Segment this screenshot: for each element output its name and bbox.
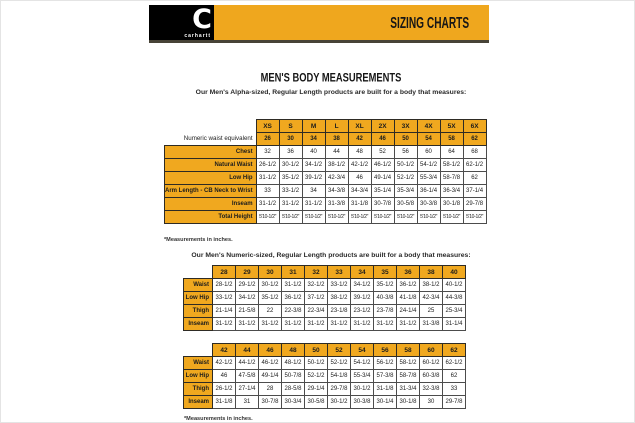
size-header-cell: 28: [213, 266, 236, 279]
measurement-cell: 36: [279, 146, 302, 159]
size-header-cell: 38: [420, 266, 443, 279]
measurement-cell: 50-1/2: [394, 159, 417, 172]
measurement-cell: 34-1/2: [236, 292, 259, 305]
measurement-cell: 47-5/8: [236, 370, 259, 383]
measurement-cell: 5'10-1/2": [463, 211, 486, 224]
measurement-cell: 62: [463, 133, 486, 146]
row-label: Thigh: [184, 305, 213, 318]
measurement-cell: 33-1/2: [279, 185, 302, 198]
measurement-cell: 62-1/2: [443, 357, 466, 370]
size-header-cell: M: [302, 120, 325, 133]
measurement-cell: 30-7/8: [259, 396, 282, 409]
row-label: Waist: [184, 357, 213, 370]
carhartt-wordmark: carhartt: [184, 33, 211, 39]
measurement-cell: 37-1/2: [305, 292, 328, 305]
measurement-cell: 33: [256, 185, 279, 198]
measurement-cell: 42-3/4: [325, 172, 348, 185]
row-label: Low Hip: [165, 172, 257, 185]
measurement-cell: 56-1/2: [374, 357, 397, 370]
measurement-cell: 62-1/2: [463, 159, 486, 172]
carhartt-logo: [149, 5, 214, 40]
measurement-cell: 54-1/2: [417, 159, 440, 172]
measurement-cell: 30-3/8: [417, 198, 440, 211]
measurement-cell: 35-1/2: [279, 172, 302, 185]
measurement-cell: 44: [325, 146, 348, 159]
measurement-cell: 64: [440, 146, 463, 159]
measurement-cell: 62: [443, 370, 466, 383]
measurement-cell: 33: [443, 383, 466, 396]
measurement-cell: 60-3/8: [420, 370, 443, 383]
size-header-cell: 6X: [463, 120, 486, 133]
measurement-cell: 34: [302, 133, 325, 146]
measurement-cell: 31-1/4: [443, 318, 466, 331]
measurement-cell: 31-3/4: [397, 383, 420, 396]
measurement-cell: 5'10-1/2": [371, 211, 394, 224]
measurement-cell: 58-1/2: [440, 159, 463, 172]
size-header-cell: 29: [236, 266, 259, 279]
measurement-cell: 5'10-1/2": [440, 211, 463, 224]
measurement-cell: 33-1/2: [328, 279, 351, 292]
measurement-cell: 38-1/2: [328, 292, 351, 305]
size-header-cell: 40: [443, 266, 466, 279]
measurement-cell: 5'10-1/2": [279, 211, 302, 224]
measurement-cell: 40-3/8: [374, 292, 397, 305]
row-label: Arm Length - CB Neck to Wrist: [165, 185, 257, 198]
measurement-cell: 36-1/2: [282, 292, 305, 305]
measurement-cell: 60: [417, 146, 440, 159]
measurement-cell: 23-1/8: [328, 305, 351, 318]
table-corner: [184, 266, 213, 279]
measurement-cell: 31-1/2: [282, 279, 305, 292]
measurement-cell: 33-1/2: [213, 292, 236, 305]
measurement-cell: 42-3/4: [420, 292, 443, 305]
measurement-cell: 21-5/8: [236, 305, 259, 318]
measurement-cell: 52-1/2: [328, 357, 351, 370]
measurement-cell: 23-7/8: [374, 305, 397, 318]
measurement-cell: 31-1/2: [397, 318, 420, 331]
measurement-cell: 30: [420, 396, 443, 409]
measurement-cell: 58: [440, 133, 463, 146]
measurement-cell: 49-1/4: [259, 370, 282, 383]
size-header-cell: 4X: [417, 120, 440, 133]
measurement-cell: 5'10-1/2": [256, 211, 279, 224]
measurement-cell: 52: [371, 146, 394, 159]
measurement-cell: 31-1/2: [302, 198, 325, 211]
measurement-cell: 30-1/2: [279, 159, 302, 172]
measurement-cell: 5'10-1/2": [302, 211, 325, 224]
measurement-cell: 30-1/2: [328, 396, 351, 409]
measurement-cell: 49-1/4: [371, 172, 394, 185]
size-header-cell: 60: [420, 344, 443, 357]
measurement-cell: 26-1/2: [213, 383, 236, 396]
size-header-cell: 33: [328, 266, 351, 279]
measurement-cell: 22-3/4: [305, 305, 328, 318]
measurement-cell: 29-1/2: [236, 279, 259, 292]
row-label: Chest: [165, 146, 257, 159]
table-corner: [184, 344, 213, 357]
measurement-cell: 31-1/2: [328, 318, 351, 331]
measurement-cell: 27-1/4: [236, 383, 259, 396]
row-label: Numeric waist equivalent: [165, 133, 257, 146]
measurement-cell: 30-5/8: [305, 396, 328, 409]
measurement-cell: 31-1/2: [305, 318, 328, 331]
measurement-cell: 42-1/2: [213, 357, 236, 370]
size-header-cell: 2X: [371, 120, 394, 133]
measurement-cell: 48: [348, 146, 371, 159]
measurement-cell: 26: [256, 133, 279, 146]
measurement-cell: 30: [279, 133, 302, 146]
row-label: Waist: [184, 279, 213, 292]
measurement-cell: 5'10-1/2": [348, 211, 371, 224]
measurement-cell: 28-5/8: [282, 383, 305, 396]
measurement-cell: 21-1/4: [213, 305, 236, 318]
measurement-cell: 30-3/8: [351, 396, 374, 409]
measurement-cell: 56: [394, 146, 417, 159]
measurement-cell: 34-3/4: [348, 185, 371, 198]
measurement-cell: 31-3/8: [325, 198, 348, 211]
measurement-cell: 24-1/4: [397, 305, 420, 318]
measurement-cell: 42-1/2: [348, 159, 371, 172]
measurement-cell: 37-1/4: [463, 185, 486, 198]
size-header-cell: 62: [443, 344, 466, 357]
section-title: MEN'S BODY MEASUREMENTS: [260, 71, 402, 85]
measurement-cell: 44-1/2: [236, 357, 259, 370]
measurement-cell: 30-5/8: [394, 198, 417, 211]
measurement-cell: 52-1/2: [305, 370, 328, 383]
measurement-cell: 36-3/4: [440, 185, 463, 198]
measurement-cell: 32: [256, 146, 279, 159]
size-header-cell: 48: [282, 344, 305, 357]
carhartt-c-icon: C: [192, 4, 212, 35]
measurements-footnote: *Measurements in inches.: [184, 416, 253, 422]
measurement-cell: 50-1/2: [305, 357, 328, 370]
measurement-cell: 35-1/2: [374, 279, 397, 292]
header-banner: [214, 5, 489, 40]
measurement-cell: 30-1/2: [351, 383, 374, 396]
measurement-cell: 31-1/8: [213, 396, 236, 409]
measurement-cell: 50-7/8: [282, 370, 305, 383]
measurement-cell: 38: [325, 133, 348, 146]
measurement-cell: 55-3/4: [351, 370, 374, 383]
table-corner: [165, 120, 257, 133]
measurement-cell: 58-7/8: [440, 172, 463, 185]
row-label: Inseam: [165, 198, 257, 211]
measurement-cell: 34-1/2: [351, 279, 374, 292]
size-header-cell: L: [325, 120, 348, 133]
measurement-cell: 31-1/2: [374, 318, 397, 331]
measurement-cell: 30-1/2: [259, 279, 282, 292]
measurement-cell: 5'10-1/2": [417, 211, 440, 224]
numeric-size-table-large: [183, 343, 466, 409]
header-title: SIZING CHARTS: [390, 13, 469, 32]
measurement-cell: 52-1/2: [394, 172, 417, 185]
measurement-cell: 29-7/8: [463, 198, 486, 211]
size-header-cell: 31: [282, 266, 305, 279]
row-label: Thigh: [184, 383, 213, 396]
measurement-cell: 30-1/4: [374, 396, 397, 409]
measurement-cell: 35-1/2: [259, 292, 282, 305]
size-header-cell: 56: [374, 344, 397, 357]
measurement-cell: 62: [463, 172, 486, 185]
measurement-cell: 32-3/8: [420, 383, 443, 396]
measurement-cell: 26-1/2: [256, 159, 279, 172]
measurement-cell: 30-3/4: [282, 396, 305, 409]
measurement-cell: 58-1/2: [397, 357, 420, 370]
size-header-cell: XL: [348, 120, 371, 133]
measurement-cell: 46: [213, 370, 236, 383]
size-header-cell: 54: [351, 344, 374, 357]
row-label: Low Hip: [184, 292, 213, 305]
measurement-cell: 31-1/2: [213, 318, 236, 331]
measurement-cell: 22-3/8: [282, 305, 305, 318]
measurement-cell: 55-3/4: [417, 172, 440, 185]
measurement-cell: 5'10-1/2": [325, 211, 348, 224]
numeric-size-table-small: [183, 265, 466, 331]
measurement-cell: 44-3/8: [443, 292, 466, 305]
measurement-cell: 29-1/4: [305, 383, 328, 396]
measurement-cell: 31-1/2: [256, 198, 279, 211]
row-label: Low Hip: [184, 370, 213, 383]
measurement-cell: 23-1/2: [351, 305, 374, 318]
measurement-cell: 34-3/8: [325, 185, 348, 198]
measurement-cell: 31-1/2: [256, 172, 279, 185]
measurement-cell: 36-1/4: [417, 185, 440, 198]
size-header-cell: XS: [256, 120, 279, 133]
row-label: Total Height: [165, 211, 257, 224]
measurement-cell: 31-1/8: [348, 198, 371, 211]
size-header-cell: 3X: [394, 120, 417, 133]
measurement-cell: 68: [463, 146, 486, 159]
measurement-cell: 39-1/2: [302, 172, 325, 185]
measurement-cell: 28-1/2: [213, 279, 236, 292]
measurement-cell: 46-1/2: [259, 357, 282, 370]
measurement-cell: 25: [420, 305, 443, 318]
measurement-cell: 48-1/2: [282, 357, 305, 370]
measurement-cell: 35-3/4: [394, 185, 417, 198]
row-label: Inseam: [184, 318, 213, 331]
measurement-cell: 31-1/2: [351, 318, 374, 331]
measurement-cell: 29-7/8: [443, 396, 466, 409]
measurement-cell: 34-1/2: [302, 159, 325, 172]
measurement-cell: 31-3/8: [420, 318, 443, 331]
row-label: Natural Waist: [165, 159, 257, 172]
measurement-cell: 31-1/2: [279, 198, 302, 211]
measurement-cell: 58-7/8: [397, 370, 420, 383]
size-header-cell: 46: [259, 344, 282, 357]
measurement-cell: 40-1/2: [443, 279, 466, 292]
measurement-cell: 31-1/2: [259, 318, 282, 331]
alpha-size-table: [164, 119, 487, 224]
measurement-cell: 39-1/2: [351, 292, 374, 305]
measurement-cell: 41-1/8: [397, 292, 420, 305]
measurement-cell: 40: [302, 146, 325, 159]
measurement-cell: 42: [348, 133, 371, 146]
size-header-cell: 30: [259, 266, 282, 279]
size-header-cell: 50: [305, 344, 328, 357]
measurement-cell: 31-1/2: [282, 318, 305, 331]
size-header-cell: 34: [351, 266, 374, 279]
size-header-cell: 36: [397, 266, 420, 279]
measurement-cell: 30-1/8: [397, 396, 420, 409]
measurement-cell: 50: [394, 133, 417, 146]
size-header-cell: S: [279, 120, 302, 133]
numeric-table-subtitle: Our Men's Numeric-sized, Regular Length products are built for a body that measures:: [191, 252, 471, 259]
size-header-cell: 52: [328, 344, 351, 357]
measurement-cell: 46-1/2: [371, 159, 394, 172]
measurement-cell: 54-1/2: [351, 357, 374, 370]
size-header-cell: 58: [397, 344, 420, 357]
measurement-cell: 36-1/2: [397, 279, 420, 292]
measurement-cell: 30-7/8: [371, 198, 394, 211]
measurement-cell: 31: [236, 396, 259, 409]
measurement-cell: 32-1/2: [305, 279, 328, 292]
measurement-cell: 54-1/8: [328, 370, 351, 383]
measurement-cell: 22: [259, 305, 282, 318]
measurement-cell: 31-1/2: [236, 318, 259, 331]
measurement-cell: 46: [348, 172, 371, 185]
size-header-cell: 44: [236, 344, 259, 357]
size-header-cell: 42: [213, 344, 236, 357]
alpha-table-subtitle: Our Men's Alpha-sized, Regular Length products are built for a body that measures:: [195, 89, 467, 96]
page-header: [149, 5, 489, 43]
measurement-cell: 57-3/8: [374, 370, 397, 383]
measurement-cell: 60-1/2: [420, 357, 443, 370]
measurement-cell: 38-1/2: [325, 159, 348, 172]
size-header-cell: 32: [305, 266, 328, 279]
measurement-cell: 29-7/8: [328, 383, 351, 396]
measurement-cell: 25-3/4: [443, 305, 466, 318]
measurement-cell: 35-1/4: [371, 185, 394, 198]
measurement-cell: 5'10-1/2": [394, 211, 417, 224]
size-header-cell: 5X: [440, 120, 463, 133]
measurement-cell: 46: [371, 133, 394, 146]
measurement-cell: 34: [302, 185, 325, 198]
measurement-cell: 38-1/2: [420, 279, 443, 292]
measurement-cell: 28: [259, 383, 282, 396]
size-header-cell: 35: [374, 266, 397, 279]
measurements-footnote: *Measurements in inches.: [164, 237, 233, 243]
measurement-cell: 30-1/8: [440, 198, 463, 211]
row-label: Inseam: [184, 396, 213, 409]
measurement-cell: 31-1/8: [374, 383, 397, 396]
measurement-cell: 54: [417, 133, 440, 146]
